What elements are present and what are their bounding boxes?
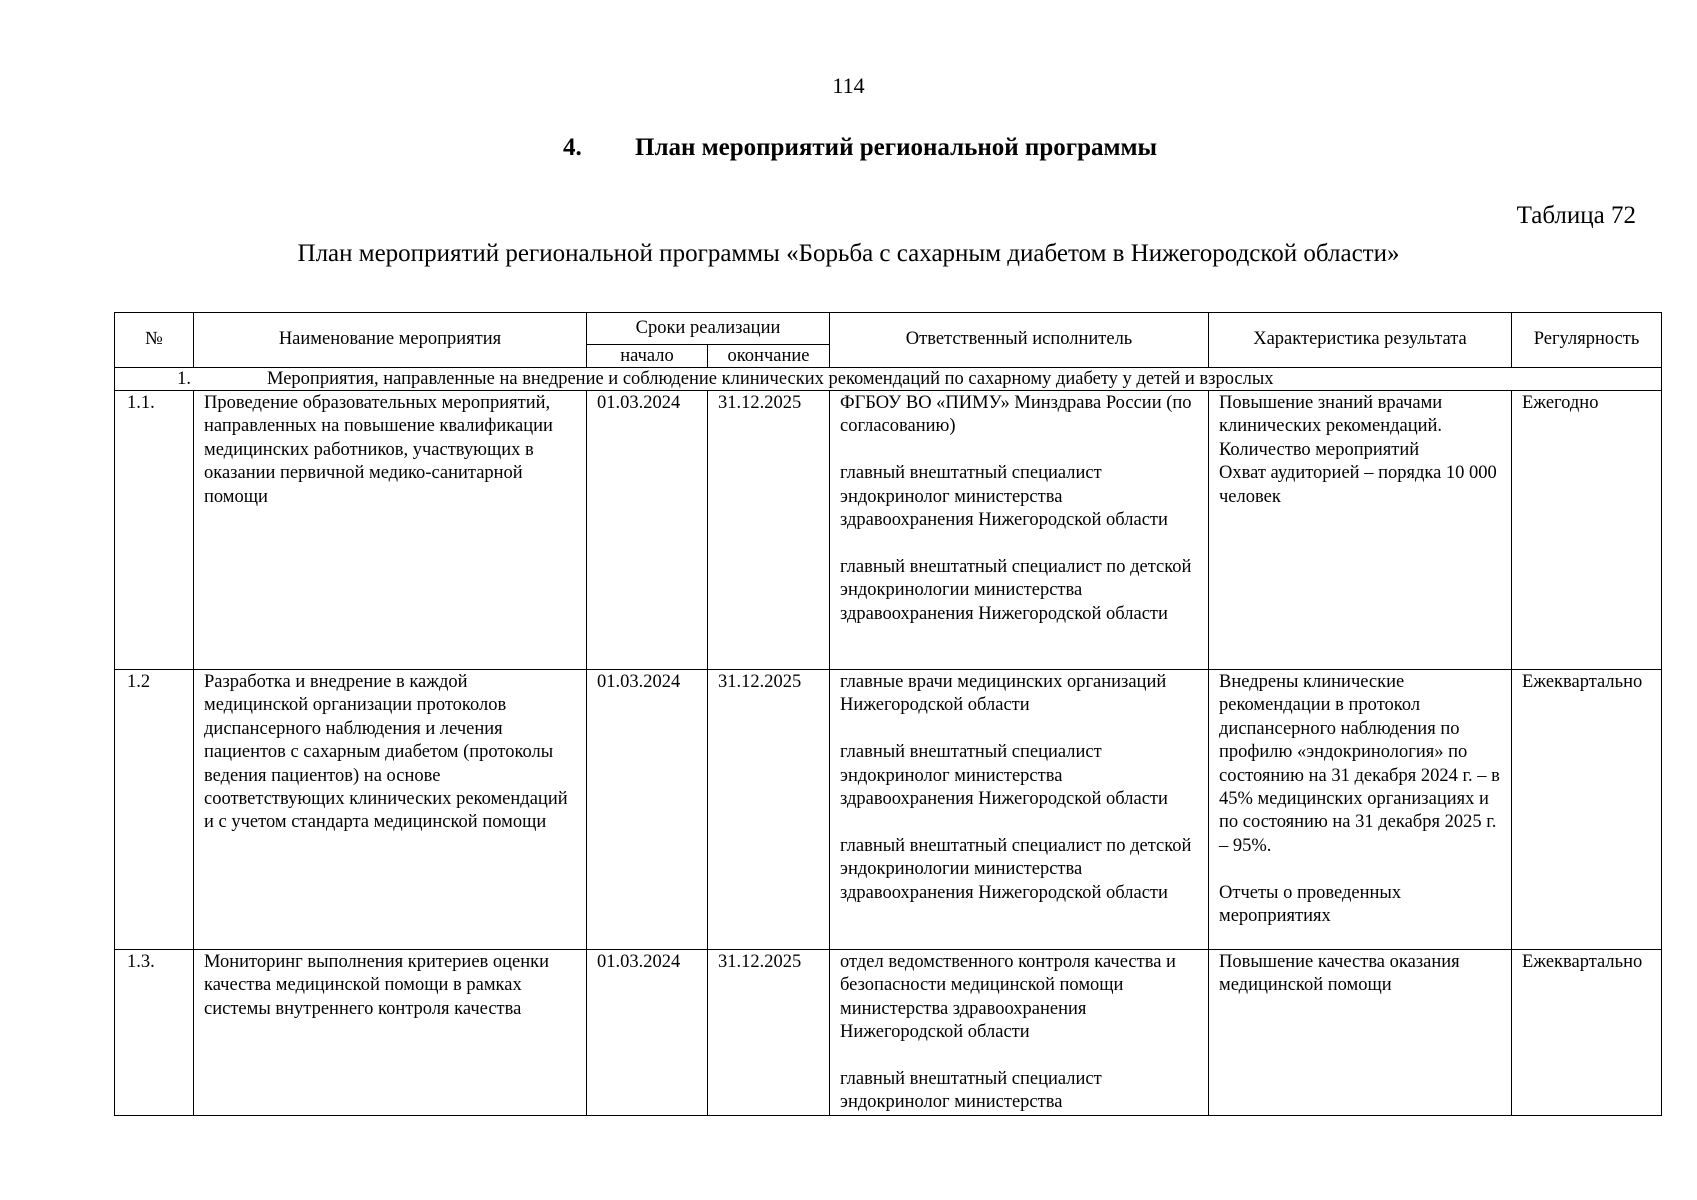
header-regularity: Регулярность xyxy=(1512,313,1662,368)
table-label: Таблица 72 xyxy=(1516,202,1636,229)
section-title xyxy=(563,132,1363,164)
table-row xyxy=(115,670,1662,950)
table-caption: План мероприятий региональной программы «Борьба с сахарным диабетом в Нижегородской области» xyxy=(297,240,1400,267)
row-executor: отдел ведомственного контроля качества и безопасности медицинской помощи министерства здравоохранения Нижегородской области главный внештатный специалист эндокринолог министерства xyxy=(830,950,1209,1116)
header-terms: Сроки реализации xyxy=(587,313,830,345)
header-end: окончание xyxy=(708,345,830,368)
group-title: Мероприятия, направленные на внедрение и соблюдение клинических рекомендаций по сахарному диабету у детей и взрослых xyxy=(267,369,1274,389)
row-id: 1.3. xyxy=(115,950,194,1116)
table-header-row xyxy=(115,313,1662,345)
row-result: Повышение знаний врачами клинических рекомендаций. Количество мероприятий Охват аудиторией – порядка 10 000 человек xyxy=(1209,391,1512,670)
row-start: 01.03.2024 xyxy=(587,950,708,1116)
row-executor: главные врачи медицинских организаций Нижегородской области главный внештатный специалист эндокринолог министерства здравоохранения Нижегородской области главный внештатный специалист по детской эндокринологии министерства здравоохранения Нижегородской области xyxy=(830,670,1209,950)
row-start: 01.03.2024 xyxy=(587,391,708,670)
table-row xyxy=(115,391,1662,670)
header-name: Наименование мероприятия xyxy=(194,313,587,368)
row-regularity: Ежегодно xyxy=(1512,391,1662,670)
page-number: 114 xyxy=(832,73,865,98)
row-end: 31.12.2025 xyxy=(708,670,830,950)
row-executor: ФГБОУ ВО «ПИМУ» Минздрава России (по согласованию) главный внештатный специалист эндокринолог министерства здравоохранения Нижегородской области главный внештатный специалист по детской эндокринологии министерства здравоохранения Нижегородской области xyxy=(830,391,1209,670)
row-name: Мониторинг выполнения критериев оценки качества медицинской помощи в рамках системы внутреннего контроля качества xyxy=(194,950,587,1116)
row-regularity: Ежеквартально xyxy=(1512,950,1662,1116)
group-number: 1. xyxy=(177,369,191,389)
row-name: Проведение образовательных мероприятий, направленных на повышение квалификации медицинских работников, участвующих в оказании первичной медико-санитарной помощи xyxy=(194,391,587,670)
row-id: 1.2 xyxy=(115,670,194,950)
group-row xyxy=(115,368,1662,391)
row-end: 31.12.2025 xyxy=(708,391,830,670)
header-num: № xyxy=(115,313,194,368)
row-result: Внедрены клинические рекомендации в протокол диспансерного наблюдения по профилю «эндокринология» по состоянию на 31 декабря 2024 г. – в 45% медицинских организациях и по состоянию на 31 декабря 2025 г. – 95%. Отчеты о проведенных мероприятиях xyxy=(1209,670,1512,950)
row-end: 31.12.2025 xyxy=(708,950,830,1116)
action-plan-table xyxy=(114,312,1662,1116)
section-title-text: План мероприятий региональной программы xyxy=(635,134,1158,161)
group-cell xyxy=(115,368,1662,391)
table-row xyxy=(115,950,1662,1116)
header-start: начало xyxy=(587,345,708,368)
header-result: Характеристика результата xyxy=(1209,313,1512,368)
header-executor: Ответственный исполнитель xyxy=(830,313,1209,368)
row-start: 01.03.2024 xyxy=(587,670,708,950)
row-id: 1.1. xyxy=(115,391,194,670)
row-result: Повышение качества оказания медицинской помощи xyxy=(1209,950,1512,1116)
row-regularity: Ежеквартально xyxy=(1512,670,1662,950)
section-number: 4. xyxy=(563,134,582,161)
row-name: Разработка и внедрение в каждой медицинской организации протоколов диспансерного наблюдения и лечения пациентов с сахарным диабетом (протоколы ведения пациентов) на основе соответствующих клинических рекомендаций и с учетом стандарта медицинской помощи xyxy=(194,670,587,950)
